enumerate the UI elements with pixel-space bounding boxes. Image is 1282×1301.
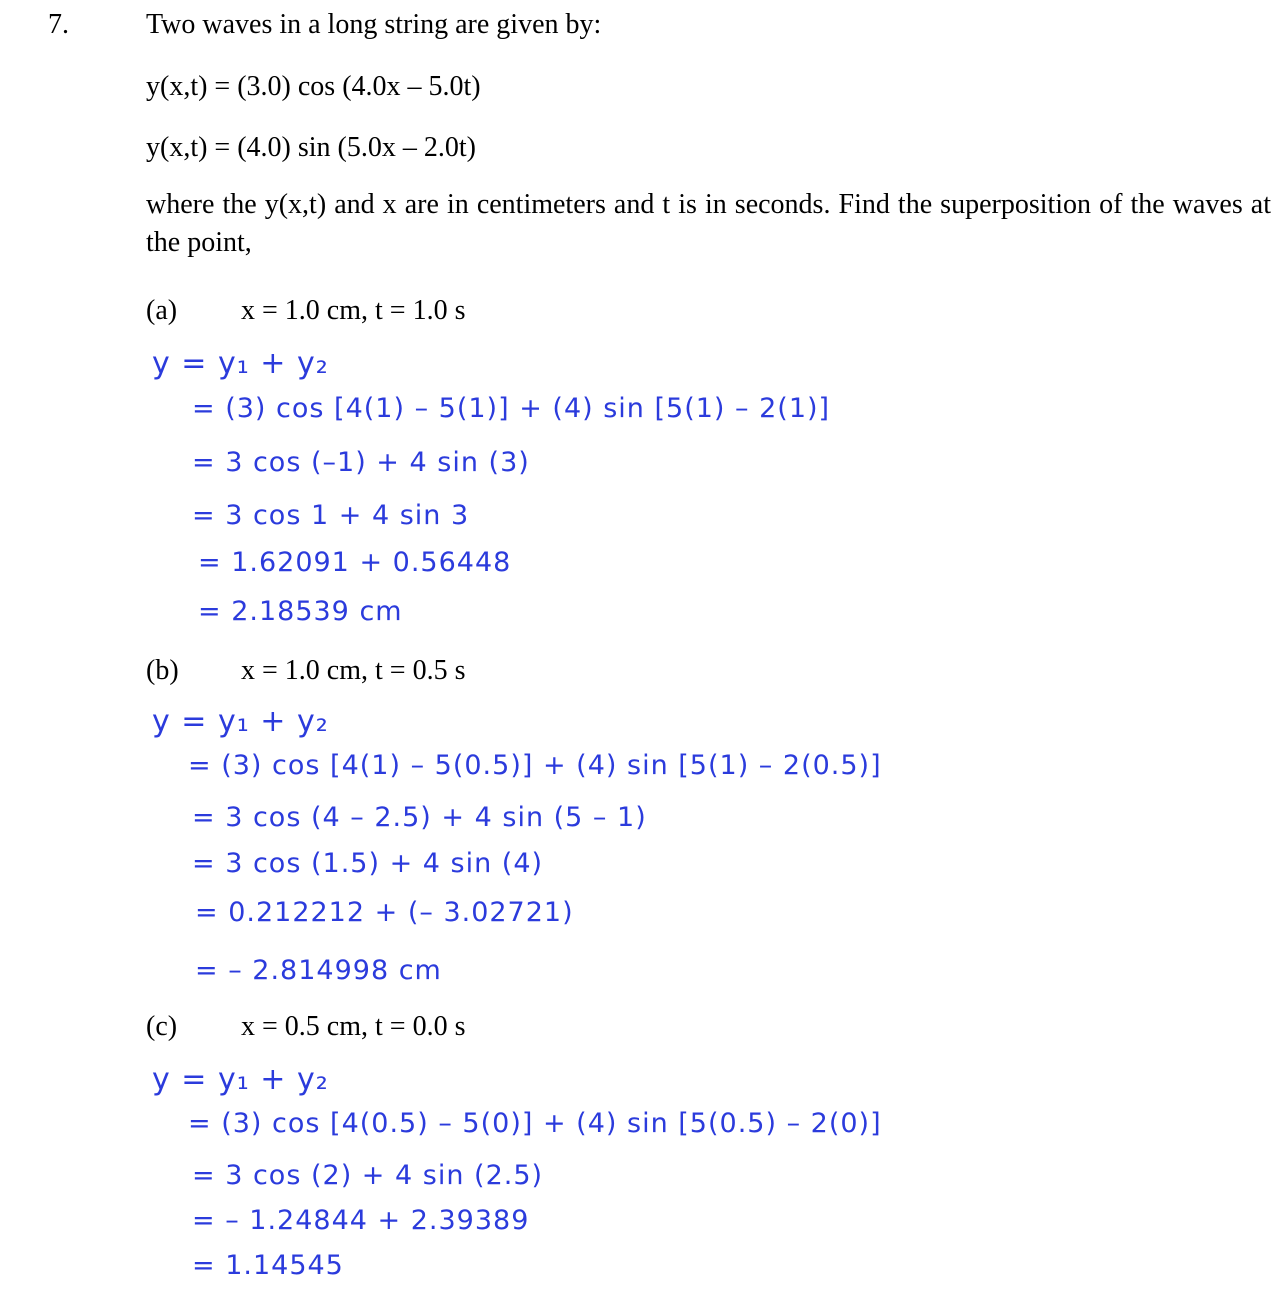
- part-c-work-line: = 3 cos (2) + 4 sin (2.5): [192, 1160, 544, 1191]
- part-a-work-line: = (3) cos [4(1) – 5(1)] + (4) sin [5(1) – 2(1)]: [192, 393, 831, 424]
- part-c-work-line: = 1.14545: [192, 1250, 344, 1281]
- question-description: where the y(x,t) and x are in centimeters and t is in seconds. Find the superposition of the waves at the point,: [146, 189, 1271, 258]
- wave-equation-2: y(x,t) = (4.0) sin (5.0x – 2.0t): [146, 132, 476, 163]
- part-a-heading: [146, 292, 465, 330]
- part-c-work-line: = – 1.24844 + 2.39389: [192, 1205, 530, 1236]
- question-number: 7.: [48, 9, 69, 40]
- part-b-work-line: = – 2.814998 cm: [195, 955, 442, 986]
- part-c-label: (c): [146, 1011, 178, 1042]
- part-b-work-line: = 0.212212 + (– 3.02721): [195, 897, 574, 928]
- part-a-condition: x = 1.0 cm, t = 1.0 s: [241, 295, 466, 326]
- part-c-work-line: y = y₁ + y₂: [152, 1062, 329, 1097]
- part-a-work-line: = 3 cos 1 + 4 sin 3: [192, 500, 470, 531]
- part-b-heading: [146, 652, 465, 690]
- wave-equation-1: y(x,t) = (3.0) cos (4.0x – 5.0t): [146, 71, 481, 102]
- part-b-condition: x = 1.0 cm, t = 0.5 s: [241, 655, 466, 686]
- part-b-work-line: = 3 cos (4 – 2.5) + 4 sin (5 – 1): [192, 802, 647, 833]
- part-c-heading: [146, 1008, 465, 1046]
- part-c-work-line: = (3) cos [4(0.5) – 5(0)] + (4) sin [5(0.5) – 2(0)]: [188, 1108, 882, 1139]
- part-a-work-line: y = y₁ + y₂: [152, 346, 329, 381]
- part-b-work-line: = (3) cos [4(1) – 5(0.5)] + (4) sin [5(1) – 2(0.5)]: [188, 750, 882, 781]
- part-b-label: (b): [146, 655, 179, 686]
- question-intro: Two waves in a long string are given by:: [146, 9, 602, 40]
- part-a-work-line: = 3 cos (–1) + 4 sin (3): [192, 447, 530, 478]
- part-a-label: (a): [146, 295, 178, 326]
- part-c-condition: x = 0.5 cm, t = 0.0 s: [241, 1011, 466, 1042]
- part-a-work-line: = 2.18539 cm: [198, 596, 403, 627]
- part-a-work-line: = 1.62091 + 0.56448: [198, 547, 512, 578]
- part-b-work-line: = 3 cos (1.5) + 4 sin (4): [192, 848, 544, 879]
- part-b-work-line: y = y₁ + y₂: [152, 704, 329, 739]
